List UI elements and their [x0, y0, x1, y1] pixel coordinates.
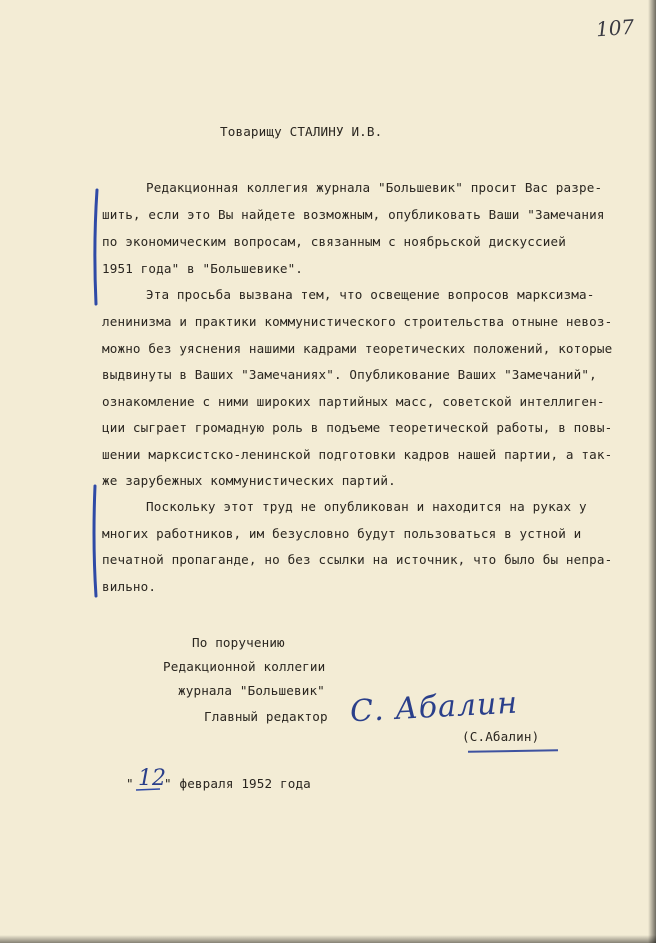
closing-line: Редакционной коллегии [163, 659, 326, 674]
body-line: ознакомление с ними широких партийных масс, советской интеллиген- [102, 394, 605, 409]
body-line: ленинизма и практики коммунистического строительства отныне невоз- [102, 314, 613, 329]
page-bottom-shadow [0, 935, 656, 943]
body-line: шении марксистско-ленинской подготовки кадров нашей партии, а так- [102, 447, 613, 462]
margin-mark-2 [94, 486, 96, 596]
date-open-quote: " [126, 776, 134, 791]
addressee: Товарищу СТАЛИНУ И.В. [220, 124, 383, 139]
body-line: многих работников, им безусловно будут пользоваться в устной и [102, 526, 582, 541]
page-edge-shadow [648, 0, 656, 943]
body-line: можно без уяснения нашими кадрами теоретических положений, которые [102, 341, 613, 356]
margin-mark-1 [95, 190, 97, 304]
body-line: Редакционная коллегия журнала "Большевик" просит Вас разре- [146, 180, 603, 195]
body-line: вильно. [102, 579, 157, 594]
signatory-name: (С.Абалин) [462, 729, 540, 744]
body-line: шить, если это Вы найдете возможным, опубликовать Ваши "Замечания [102, 207, 605, 222]
body-line: по экономическим вопросам, связанным с ноябрьской дискуссией [102, 234, 566, 249]
body-line: печатной пропаганде, но без ссылки на источник, что было бы непра- [102, 552, 613, 567]
date-day: 12 [138, 766, 166, 791]
date-underline-mark [136, 789, 160, 790]
body-line: 1951 года" в "Большевике". [102, 261, 304, 276]
body-line: же зарубежных коммунистических партий. [102, 473, 396, 488]
page-number: 107 [595, 14, 635, 42]
closing-line: журнала "Большевик" [178, 683, 325, 698]
position-title: Главный редактор [204, 709, 328, 724]
body-line: Эта просьба вызвана тем, что освещение вопросов марксизма- [146, 287, 595, 302]
closing-line: По поручению [192, 635, 285, 650]
signature: С. Абалин [349, 685, 519, 730]
body-line: Поскольку этот труд не опубликован и находится на руках у [146, 499, 587, 514]
date-rest: " февраля 1952 года [164, 776, 311, 791]
body-line: выдвинуты в Ваших "Замечаниях". Опубликование Ваших "Замечаний", [102, 367, 597, 382]
body-line: ции сыграет громадную роль в подъеме теоретической работы, в повы- [102, 420, 613, 435]
